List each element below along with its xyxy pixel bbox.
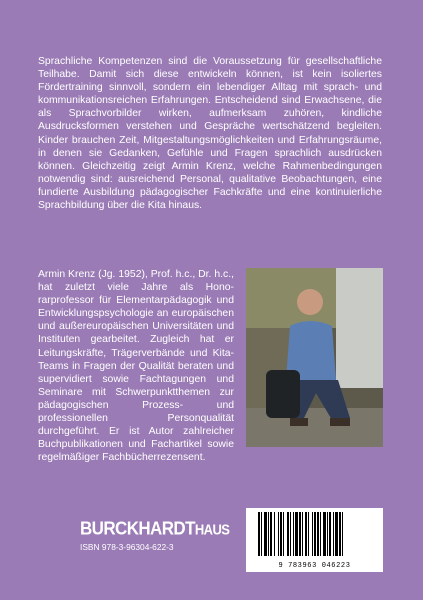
barcode-bar — [317, 512, 319, 556]
publisher-logo — [80, 518, 229, 540]
barcode-digits: 9 783963 046223 — [278, 562, 351, 570]
barcode-bar — [261, 512, 262, 556]
barcode-bar — [270, 512, 272, 556]
publisher-name-part2: HAUS — [194, 521, 230, 538]
barcode-bars — [246, 508, 383, 564]
barcode-bar — [308, 512, 309, 556]
barcode-bar — [302, 512, 303, 556]
author-photo-illustration — [246, 268, 383, 447]
barcode-bar — [299, 512, 301, 556]
author-photo — [246, 268, 383, 447]
back-cover-blurb: Sprachliche Kompetenzen sind die Voraussetzung für gesellschaftliche Teilhabe. Damit sich diese entwickeln können, ist kein isoliertes Fördertraining sinnvoll, sondern ein lebendiger Alltag mit sprach- und kommunikationsreichen Erfahrungen. Entscheidend sind Erwachsene, die als Sprachvorbilder wirken, aufmerksam zuhören, kindliche Ausdrucksformen verstehen und Gespräche wertschätzend begleiten. Kinder brauchen Zeit, Mitgestaltungsmöglichkeiten und Erfahrungsräume, in denen sie Gedanken, Gefühle und Fragen sprachlich ausdrücken können. Gleichzeitig zeigt Armin Krenz, welche Rahmenbedingungen notwendig sind: ausreichend Personal, qualitative Beobachtungen, eine fundierte Ausbildung pädagogischer Fachkräfte und eine kontinuierliche Sprachbildung über die Kita hinaus. — [38, 56, 382, 212]
barcode-bar — [329, 512, 331, 556]
publisher-name-part1: BURCKHARDT — [80, 518, 195, 539]
barcode-bar — [280, 512, 282, 556]
barcode-bar — [314, 512, 316, 556]
barcode-bar — [293, 512, 294, 556]
barcode — [246, 508, 383, 572]
barcode-bar — [295, 512, 298, 556]
barcode-bar — [342, 512, 343, 556]
barcode-bar — [333, 512, 334, 556]
barcode-bar — [258, 512, 260, 556]
barcode-bar — [290, 512, 291, 556]
barcode-bar — [278, 512, 279, 556]
barcode-bar — [268, 512, 269, 556]
isbn-number: ISBN 978-3-96304-622-3 — [80, 542, 174, 552]
author-bio: Armin Krenz (Jg. 1952), Prof. h.c., Dr. h.c., hat zuletzt viele Jahre als Honorarprofessor für Elementarpädagogik und Entwicklungspsychologie an europäischen und außereuropäischen Universitäten und Instituten gearbeitet. Zugleich hat er Leitungskräfte, Trägerverbände und Kita-Teams in Fragen der Qualität beraten und supervidiert sowie Fachtagungen und Seminare mit Schwerpunktthemen zur pädagogischen Prozess- und professionellen Personqualität durchgeführt. Er ist Autor zahlreicher Buchpublikationen und Fachartikel sowie regelmäßiger Fachbücherrezensent. — [38, 269, 234, 464]
barcode-bar — [283, 512, 284, 556]
barcode-bar — [323, 512, 326, 556]
barcode-bar — [264, 512, 267, 556]
barcode-bar — [312, 512, 313, 556]
barcode-bar — [320, 512, 321, 556]
barcode-bar — [287, 512, 289, 556]
barcode-bar — [335, 512, 338, 556]
barcode-bar — [305, 512, 307, 556]
barcode-bar — [274, 512, 275, 556]
barcode-bar — [327, 512, 328, 556]
barcode-bar — [339, 512, 341, 556]
